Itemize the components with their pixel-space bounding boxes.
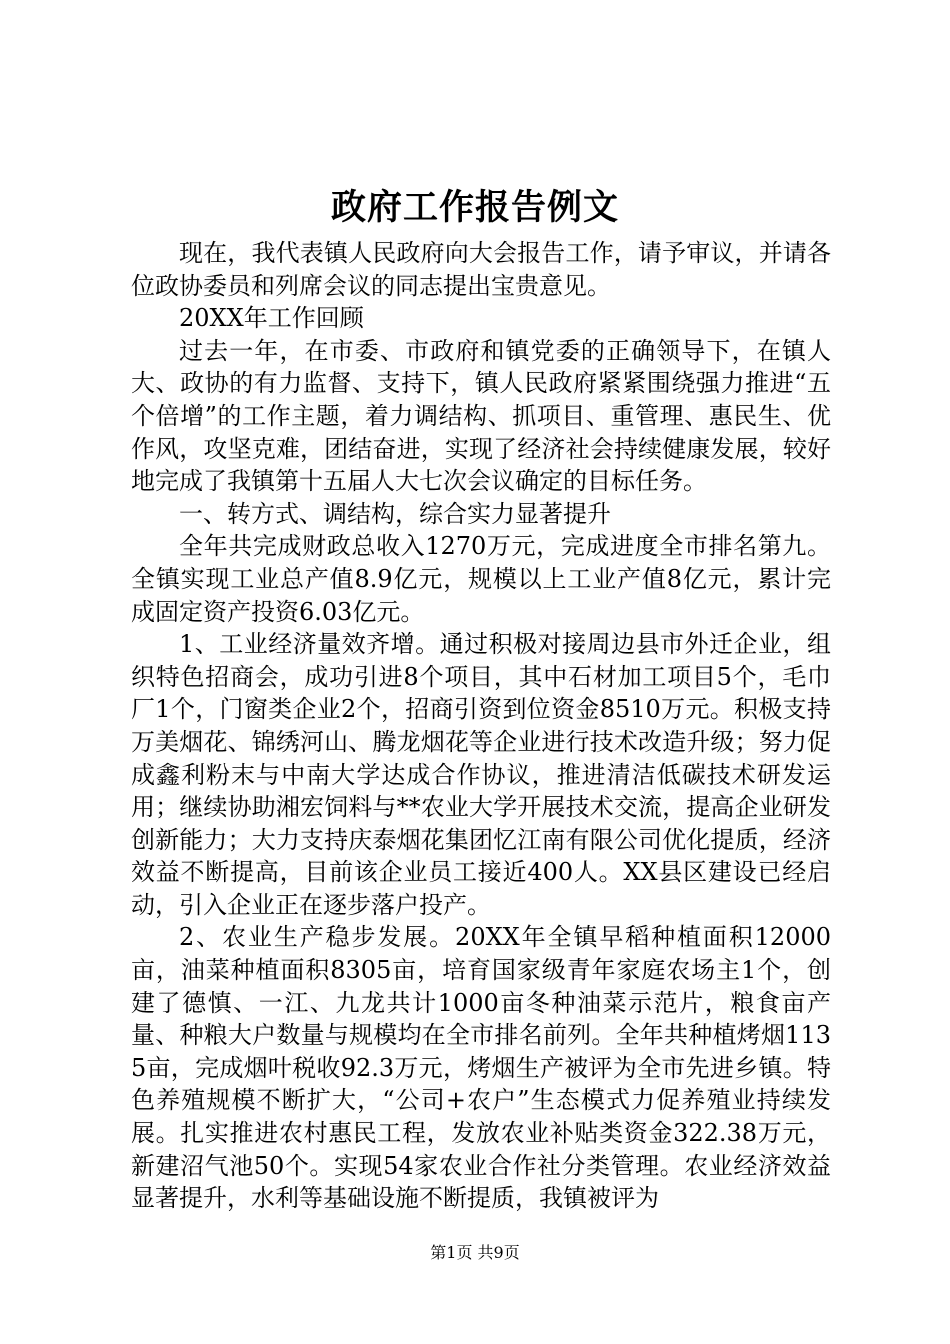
paragraph-agriculture: 2、农业生产稳步发展。20XX年全镇早稻种植面积12000亩，油菜种植面积8305亩，培育国家级青年家庭农场主1个，创建了德慎、一江、九龙共计1000亩冬种油菜示范片，粮食亩产量、种粮大户数量与规模均在全市排名前列。全年共种植烤烟1135亩，完成烟叶税收92.3万元，烤烟生产被评为全市先进乡镇。特色养殖规模不断扩大，“公司+农户”生态模式力促养殖业持续发展。扎实推进农村惠民工程，发放农业补贴类资金322.38万元，新建沼气池50个。实现54家农业合作社分类管理。农业经济效益显著提升，水利等基础设施不断提质，我镇被评为 (131, 923, 831, 1213)
paragraph-section-one-heading: 一、转方式、调结构，综合实力显著提升 (179, 499, 611, 528)
paragraph-fiscal-summary: 全年共完成财政总收入1270万元，完成进度全市排名第九。全镇实现工业总产值8.9亿元，规模以上工业产值8亿元，累计完成固定资产投资6.03亿元。 (131, 532, 831, 626)
document-body (131, 237, 831, 1215)
paragraph-industry: 1、工业经济量效齐增。通过积极对接周边县市外迁企业，组织特色招商会，成功引进8个项目，其中石材加工项目5个，毛巾厂1个，门窗类企业2个，招商引资到位资金8510万元。积极支持万美烟花、锦绣河山、腾龙烟花等企业进行技术改造升级；努力促成鑫利粉末与中南大学达成合作协议，推进清洁低碳技术研发运用；继续协助湘宏饲料与**农业大学开展技术交流，提高企业研发创新能力；大力支持庆泰烟花集团忆江南有限公司优化提质，经济效益不断提高，目前该企业员工接近400人。XX县区建设已经启动，引入企业正在逐步落户投产。 (131, 630, 831, 919)
paragraph-overview: 过去一年，在市委、市政府和镇党委的正确领导下，在镇人大、政协的有力监督、支持下，镇人民政府紧紧围绕强力推进“五个倍增”的工作主题，着力调结构、抓项目、重管理、惠民生、优作风，攻坚克难，团结奋进，实现了经济社会持续健康发展，较好地完成了我镇第十五届人大七次会议确定的目标任务。 (131, 336, 831, 496)
paragraph-year-review-heading: 20XX年工作回顾 (179, 304, 364, 333)
document-title: 政府工作报告例文 (330, 187, 619, 228)
page-number-footer: 第1页 共9页 (430, 1243, 520, 1262)
paragraph-intro: 现在，我代表镇人民政府向大会报告工作，请予审议，并请各位政协委员和列席会议的同志提出宝贵意见。 (131, 239, 831, 300)
